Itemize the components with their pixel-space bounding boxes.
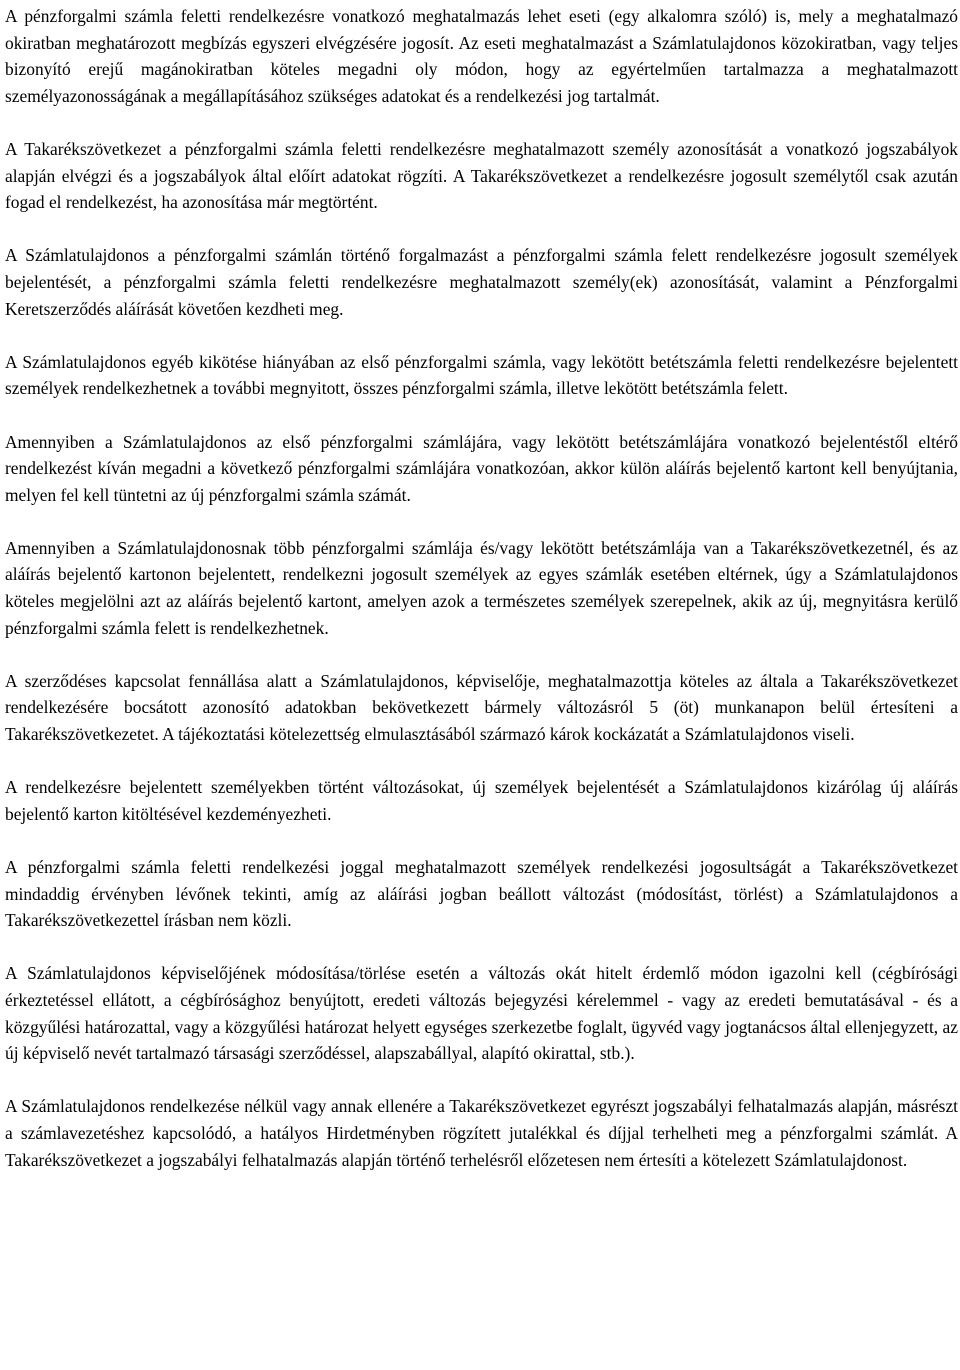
paragraph-9: A pénzforgalmi számla feletti rendelkezési joggal meghatalmazott személyek rendelkezési jogosultságát a Takarékszövetkezet mindaddig érvényben lévőnek tekinti, amíg az aláírási jogban beállott változást (módosítást, törlést) a Számlatulajdonos a Takarékszövetkezettel írásban nem közli. (5, 857, 958, 931)
paragraph-5: Amennyiben a Számlatulajdonos az első pénzforgalmi számlájára, vagy lekötött betétszámlájára vonatkozó bejelentéstől eltérő rendelkezést kíván megadni a következő pénzforgalmi számlájára vonatkozóan, akkor külön aláírás bejelentő kartont kell benyújtania, melyen fel kell tüntetni az új pénzforgalmi számla számát. (5, 431, 958, 505)
paragraph-1: A pénzforgalmi számla feletti rendelkezésre vonatkozó meghatalmazás lehet eseti (egy alkalomra szóló) is, mely a meghatalmazó okiratban meghatározott megbízás egyszeri elvégzésére jogosít. Az eseti meghatalmazást a Számlatulajdonos közokiratban, vagy teljes bizonyító erejű magánokiratban köteles megadni oly módon, hogy az egyértelműen tartalmazza a meghatalmazott személyazonosságának a megállapításához szükséges adatokat és a rendelkezési jog tartalmát. (5, 6, 958, 106)
paragraph-8: A rendelkezésre bejelentett személyekben történt változásokat, új személyek bejelentését a Számlatulajdonos kizárólag új aláírás bejelentő karton kitöltésével kezdeményezheti. (5, 777, 958, 824)
paragraph-2: A Takarékszövetkezet a pénzforgalmi számla feletti rendelkezésre meghatalmazott személy azonosítását a vonatkozó jogszabályok alapján elvégzi és a jogszabályok által előírt adatokat rögzíti. A Takarékszövetkezet a rendelkezésre jogosult személytől csak azután fogad el rendelkezést, ha azonosítása már megtörtént. (5, 138, 958, 213)
paragraph-3: A Számlatulajdonos a pénzforgalmi számlán történő forgalmazást a pénzforgalmi számla felett rendelkezésre jogosult személyek bejelentését, a pénzforgalmi számla feletti rendelkezésre meghatalmazott személy(ek) azonosítását, valamint a Pénzforgalmi Keretszerződés aláírását követően kezdheti meg. (5, 245, 958, 319)
paragraph-6: Amennyiben a Számlatulajdonosnak több pénzforgalmi számlája és/vagy lekötött betétszámlája van a Takarékszövetkezetnél, és az aláírás bejelentő kartonon bejelentett, rendelkezni jogosult személyek az egyes számlák esetében eltérnek, úgy a Számlatulajdonos köteles megjelölni azt az aláírás bejelentő kartont, amelyen azok a természetes személyek szerepelnek, akik az új, megnyitásra kerülő pénzforgalmi számla felett is rendelkezhetnek. (5, 537, 958, 638)
paragraph-11: A Számlatulajdonos rendelkezése nélkül vagy annak ellenére a Takarékszövetkezet egyrészt jogszabályi felhatalmazás alapján, másrészt a számlavezetéshez kapcsolódó, a hatályos Hirdetményben rögzített jutalékkal és díjjal terhelheti meg a pénzforgalmi számlát. A Takarékszövetkezet a jogszabályi felhatalmazás alapján történő terhelésről előzetesen nem értesíti a kötelezett Számlatulajdonost. (5, 1096, 958, 1170)
paragraph-7: A szerződéses kapcsolat fennállása alatt a Számlatulajdonos, képviselője, meghatalmazottja köteles az általa a Takarékszövetkezet rendelkezésére bocsátott azonosító adatokban bekövetkezett bármely változásról 5 (öt) munkanapon belül értesíteni a Takarékszövetkezetet. A tájékoztatási kötelezettség elmulasztásából származó károk kockázatát a Számlatulajdonos viseli. (5, 670, 958, 745)
paragraph-10: A Számlatulajdonos képviselőjének módosítása/törlése esetén a változás okát hitelt érdemlő módon igazolni kell (cégbírósági érkeztetéssel ellátott, a cégbírósághoz benyújtott, eredeti változás bejegyzési kérelemmel - vagy az eredeti bemutatásával - és a közgyűlési határozattal, vagy a közgyűlési határozat helyett egységes szerkezetbe foglalt, ügyvéd vagy jogtanácsos által ellenjegyzett, az új képviselő nevét tartalmazó társasági szerződéssel, alapszabállyal, alapító okirattal, stb.). (5, 963, 958, 1064)
paragraph-4: A Számlatulajdonos egyéb kikötése hiányában az első pénzforgalmi számla, vagy lekötött betétszámla feletti rendelkezésre bejelentett személyek rendelkezhetnek a további megnyitott, összes pénzforgalmi számla, illetve lekötött betétszámla felett. (5, 351, 958, 399)
